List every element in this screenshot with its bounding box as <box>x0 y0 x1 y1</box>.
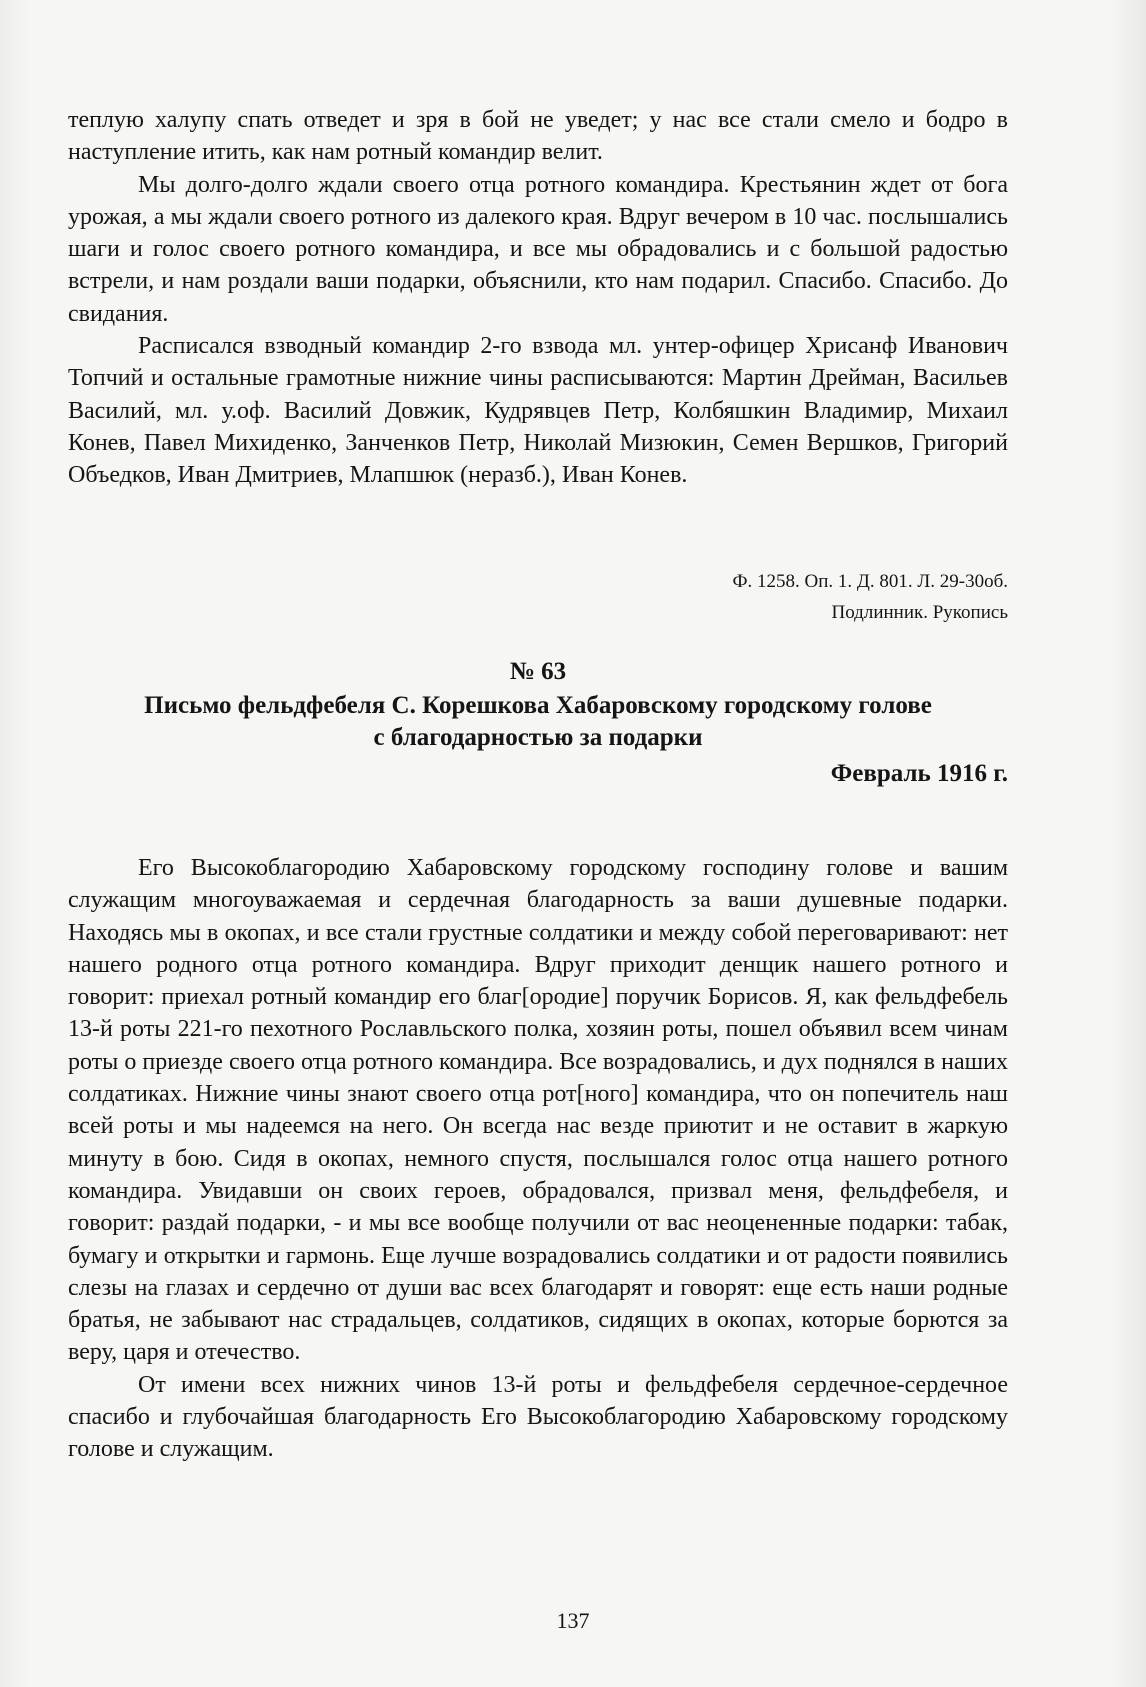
document-date: Февраль 1916 г. <box>830 760 1008 787</box>
page-number: 137 <box>556 1608 590 1633</box>
continuation-paragraph: теплую халупу спать отведет и зря в бой не уведет; у нас все стали смело и бодро в наступление итить, как нам ротный командир велит. <box>68 107 1008 166</box>
body-paragraph: От имени всех нижних чинов 13-й роты и фельдфебеля сердечное-сердечное спасибо и глубочайшая благодарность Его Высокоблагородию Хабаровскому городскому голове и служащим. <box>68 1371 1008 1463</box>
document-number: № 63 <box>509 658 567 685</box>
body-paragraph: Его Высокоблагородию Хабаровскому городскому господину голове и вашим служащим многоуважаемая и сердечная благодарность за ваши душевные подарки. Находясь мы в окопах, и все стали грустные солдатики и между собой переговаривают: нет нашего родного отца ротного командира. Вдруг приходит денщик нашего ротного и говорит: приехал ротный командир его благ[ородие] поручик Борисов. Я, как фельдфебель 13-й роты 221-го пехотного Рославльского полка, хозяин роты, пошел объявил всем чинам роты о приезде своего отца ротного командира. Все возрадовались, и дух поднялся в наших солдатиках. Нижние чины знают своего отца рот[ного] командира, что он попечитель наш всей роты и мы надеемся на него. Он всегда нас везде приютит и не оставит в жаркую минуту в бою. Сидя в окопах, немного спустя, послышался голос отца нашего ротного командира. Увидавши он своих героев, обрадовался, призвал меня, фельдфебеля, и говорит: раздай подарки, - и мы все вообще получили от вас неоцененные подарки: табак, бумагу и открытки и гармонь. Еще лучше возрадовались солдатики и от радости появились слезы на глазах и сердечно от души вас всех благодарят и говорят: еще есть наши родные братья, не забывают нас страдальцев, солдатиков, сидящих в окопах, которые борются за веру, царя и отечество. <box>68 855 1008 1366</box>
document-title-line: Письмо фельдфебеля С. Корешкова Хабаровскому городскому голове <box>144 692 932 719</box>
document-title-line: с благодарностью за подарки <box>373 724 703 751</box>
archival-authenticity-note: Подлинник. Рукопись <box>831 602 1008 623</box>
previous-document-continuation <box>68 104 1008 492</box>
archival-fond-reference: Ф. 1258. Оп. 1. Д. 801. Л. 29-30об. <box>732 571 1008 592</box>
continuation-paragraph: Мы долго-долго ждали своего отца ротного командира. Крестьянин ждет от бога урожая, а мы ждали своего ротного из далекого края. Вдруг вечером в 10 час. послышались шаги и голос своего ротного командира, и все мы обрадовались и с большой радостью встрели, и нам роздали ваши подарки, объяснили, кто нам подарил. Спасибо. Спасибо. До свидания. <box>68 171 1008 327</box>
signatures-paragraph: Расписался взводный командир 2-го взвода мл. унтер-офицер Хрисанф Иванович Топчий и остальные грамотные нижние чины расписываются: Мартин Дрейман, Васильев Василий, мл. у.оф. Василий Довжик, Кудрявцев Петр, Колбяшкин Владимир, Михаил Конев, Павел Михиденко, Занченков Петр, Николай Мизюкин, Семен Вершков, Григорий Объедков, Иван Дмитриев, Млапшюк (неразб.), Иван Конев. <box>68 333 1008 489</box>
document-title <box>68 690 1008 754</box>
document-body <box>68 852 1008 1466</box>
archival-reference <box>733 566 1009 628</box>
